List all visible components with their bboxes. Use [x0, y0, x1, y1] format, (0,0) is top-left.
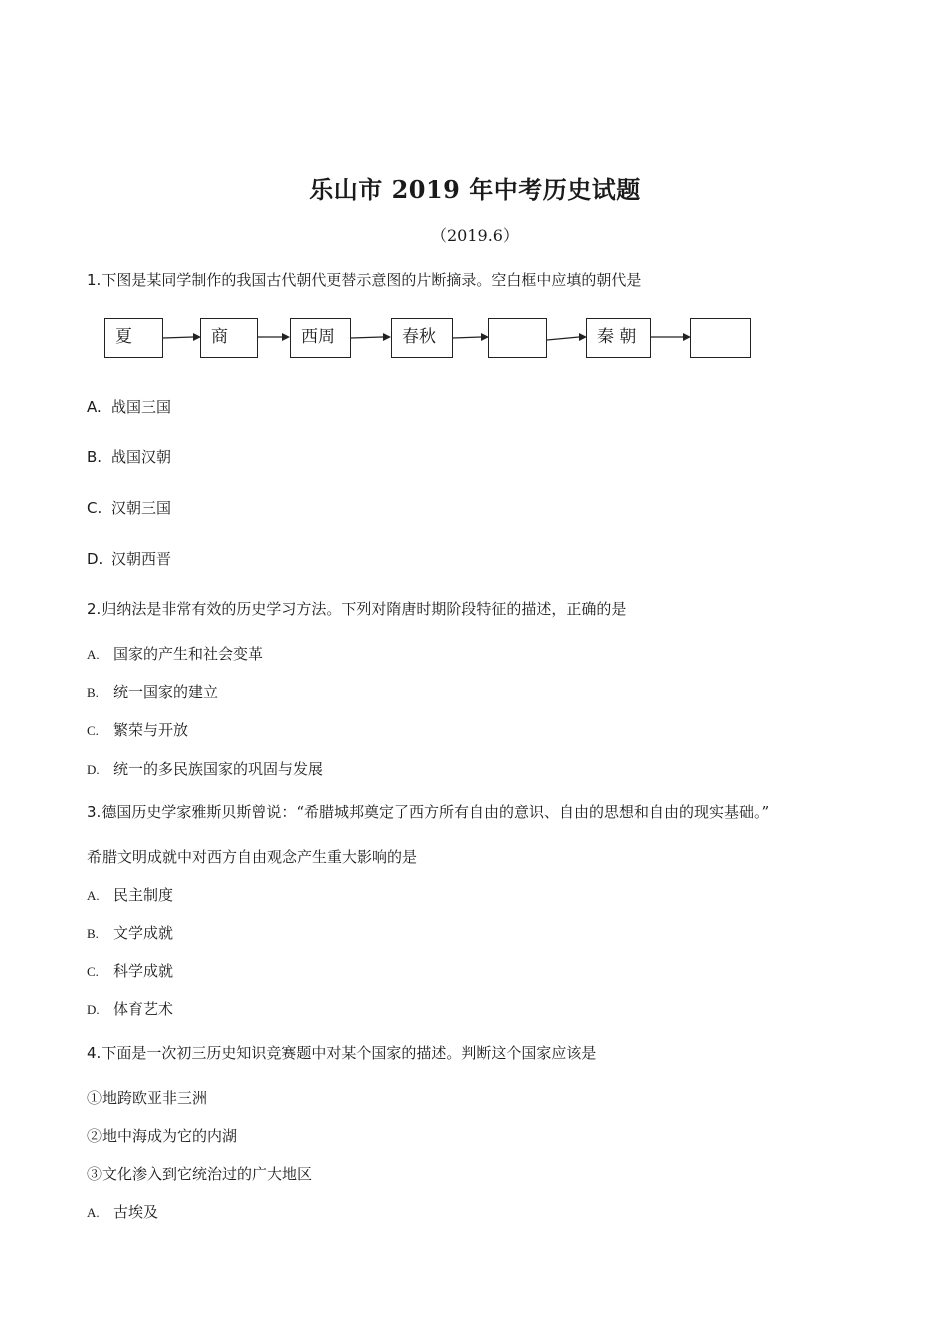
option-d — [87, 758, 323, 779]
option-label: D. — [87, 762, 100, 777]
option-label: C. — [87, 964, 99, 979]
option-b — [87, 446, 171, 467]
question-number: 2. — [87, 600, 102, 618]
option-label: A. — [87, 1205, 100, 1220]
clue-item: ②地中海成为它的内湖 — [87, 1127, 238, 1145]
arrow-icon — [651, 330, 691, 346]
option-a — [87, 643, 263, 664]
option-text: 科学成就 — [113, 962, 174, 980]
option-c — [87, 960, 173, 981]
diagram-box-chunqiu: 春秋 — [391, 318, 453, 358]
question-text: 归纳法是非常有效的历史学习方法。下列对隋唐时期阶段特征的描述，正确的是 — [101, 600, 627, 618]
option-text: 汉朝西晋 — [111, 550, 172, 568]
option-text: 战国汉朝 — [111, 448, 172, 466]
diagram-box-xizhou: 西周 — [290, 318, 351, 358]
question-3 — [87, 801, 769, 822]
option-text: 统一的多民族国家的巩固与发展 — [113, 760, 324, 778]
question-number: 4. — [87, 1044, 102, 1062]
option-text: 文学成就 — [113, 924, 174, 942]
option-text: 民主制度 — [113, 886, 174, 904]
option-label: C. — [87, 723, 99, 738]
diagram-box-xia: 夏 — [104, 318, 163, 358]
option-a — [87, 884, 173, 905]
option-text: 体育艺术 — [113, 1000, 174, 1018]
question-number: 1. — [87, 271, 102, 289]
arrow-icon — [258, 330, 290, 346]
option-text: 汉朝三国 — [111, 499, 172, 517]
option-text: 繁荣与开放 — [113, 721, 189, 739]
option-label: D. — [87, 550, 104, 568]
option-text: 统一国家的建立 — [113, 683, 219, 701]
option-d — [87, 998, 173, 1019]
option-c — [87, 719, 188, 740]
option-text: 战国三国 — [111, 398, 172, 416]
question-text: 下面是一次初三历史知识竞赛题中对某个国家的描述。判断这个国家应该是 — [101, 1044, 597, 1062]
arrow-icon — [453, 330, 489, 346]
option-b — [87, 681, 218, 702]
option-label: C. — [87, 499, 103, 517]
option-c — [87, 497, 171, 518]
question-text: 下图是某同学制作的我国古代朝代更替示意图的片断摘录。空白框中应填的朝代是 — [101, 271, 642, 289]
option-a — [87, 1201, 158, 1222]
question-3-continuation: 希腊文明成就中对西方自由观念产生重大影响的是 — [87, 848, 418, 866]
option-label: B. — [87, 926, 99, 941]
clue-item: ③文化渗入到它统治过的广大地区 — [87, 1165, 313, 1183]
arrow-icon — [351, 330, 391, 346]
diagram-box-blank-2 — [690, 318, 751, 358]
option-label: B. — [87, 448, 103, 466]
diagram-box-blank-1 — [488, 318, 547, 358]
option-label: A. — [87, 888, 100, 903]
option-text: 古埃及 — [113, 1203, 159, 1221]
diagram-box-shang: 商 — [200, 318, 258, 358]
exam-date: （2019.6） — [431, 226, 519, 245]
option-label: B. — [87, 685, 99, 700]
question-4 — [87, 1042, 596, 1063]
option-label: D. — [87, 1002, 100, 1017]
arrow-icon — [163, 330, 201, 346]
option-d — [87, 548, 171, 569]
page-title: 乐山市 2019 年中考历史试题 — [309, 175, 641, 204]
diagram-box-qin: 秦 朝 — [586, 318, 651, 358]
option-a — [87, 396, 171, 417]
question-number: 3. — [87, 803, 102, 821]
option-b — [87, 922, 173, 943]
option-text: 国家的产生和社会变革 — [113, 645, 264, 663]
clue-item: ①地跨欧亚非三洲 — [87, 1089, 208, 1107]
question-1 — [87, 269, 641, 290]
question-text: 德国历史学家雅斯贝斯曾说：“希腊城邦奠定了西方所有自由的意识、自由的思想和自由的现实基础。” — [101, 803, 770, 821]
arrow-icon — [547, 330, 587, 346]
question-2 — [87, 598, 626, 619]
option-label: A. — [87, 398, 102, 416]
option-label: A. — [87, 647, 100, 662]
